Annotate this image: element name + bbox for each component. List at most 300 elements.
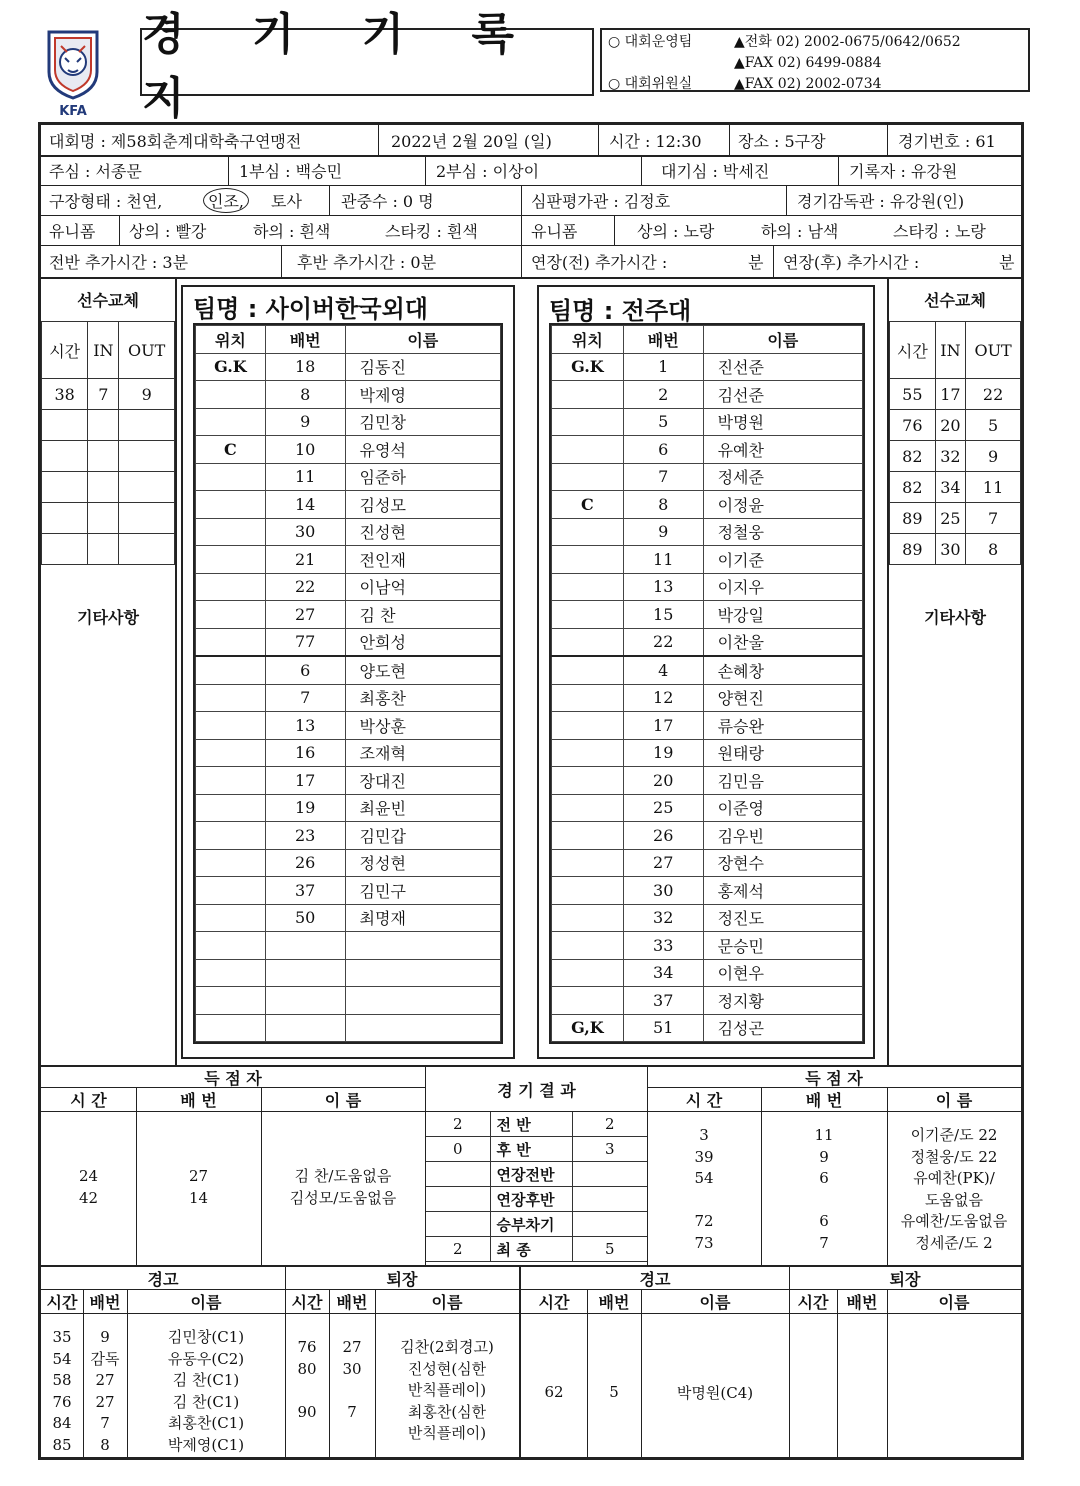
home-warnings-label: 경고 (147, 1269, 179, 1289)
player-row (196, 739, 501, 767)
player-number: 33 (623, 932, 703, 960)
away-sendoffs-label: 퇴장 (889, 1269, 921, 1289)
first-half-added-time: 전반 추가시간 : 3분 (49, 253, 189, 272)
home-uniform-label: 유니폼 (49, 221, 96, 241)
player-position (552, 518, 624, 546)
player-name: 장대진 (345, 767, 500, 795)
player-number: 20 (623, 767, 703, 795)
player-row (196, 712, 501, 740)
assistant-referee-2: 2부심 : 이상이 (436, 161, 540, 181)
player-name: 양현진 (703, 684, 862, 712)
player-row (196, 491, 501, 519)
player-row (196, 518, 501, 546)
player-name: 조재혁 (345, 739, 500, 767)
player-name: 정세준 (703, 463, 862, 491)
player-name: 정지황 (703, 987, 862, 1015)
player-name: 류승완 (703, 712, 862, 740)
player-position (196, 491, 266, 519)
player-position (552, 656, 624, 684)
logo-text: KFA (59, 104, 87, 119)
player-number: 10 (265, 436, 345, 464)
home-uniform-socks: 스타킹 : 흰색 (385, 221, 478, 241)
player-row (552, 739, 863, 767)
player-position (552, 463, 624, 491)
away-warning-name: 박명원(C4) (676, 1383, 754, 1402)
player-name: 박제영 (345, 381, 500, 409)
player-row (552, 463, 863, 491)
col-name: 이 름 (324, 1091, 362, 1110)
player-number: 6 (623, 436, 703, 464)
player-number: 6 (265, 656, 345, 684)
player-number: 37 (265, 877, 345, 905)
col-in: IN (88, 322, 119, 379)
result-home: 2 (426, 1237, 490, 1262)
player-number: 1 (623, 353, 703, 381)
col-number: 배번 (336, 1293, 368, 1312)
result-row (426, 1162, 647, 1187)
away-scorer-times: 3 39 54 72 73 (694, 1126, 714, 1252)
player-row (196, 987, 501, 1015)
player-name: 최홍찬 (345, 684, 500, 712)
result-label: 전 반 (490, 1112, 572, 1137)
player-number: 16 (265, 739, 345, 767)
player-position (552, 436, 624, 464)
player-name (345, 959, 500, 987)
away-uniform-top: 상의 : 노랑 (637, 221, 715, 241)
record-sheet (38, 122, 1024, 1460)
player-number: 15 (623, 601, 703, 629)
player-number (265, 1014, 345, 1042)
player-name: 유예찬 (703, 436, 862, 464)
player-position (552, 767, 624, 795)
player-name: 유영석 (345, 436, 500, 464)
player-position (196, 877, 266, 905)
player-row (552, 712, 863, 740)
away-subs-label: 선수교체 (924, 290, 986, 310)
player-number: 37 (623, 987, 703, 1015)
player-position: C (196, 436, 266, 464)
player-row (552, 628, 863, 656)
home-roster-table (195, 325, 501, 1042)
player-row (196, 381, 501, 409)
player-row (196, 1014, 501, 1042)
player-position (552, 712, 624, 740)
home-scorer-times: 24 42 (78, 1167, 99, 1207)
field-type-label: 구장형태 : 천연, (49, 191, 163, 211)
player-number: 7 (623, 463, 703, 491)
player-number: 30 (265, 518, 345, 546)
player-row (552, 408, 863, 436)
player-number: 13 (265, 712, 345, 740)
result-away (572, 1162, 647, 1187)
table-row: 89 30 8 (890, 534, 1021, 565)
col-number: 배 번 (805, 1091, 843, 1110)
player-number: 21 (265, 546, 345, 574)
col-time: 시간 (797, 1293, 829, 1312)
player-name: 최명재 (345, 904, 500, 932)
competition-name: 대회명 : 제58회춘계대학축구연맹전 (49, 131, 302, 151)
col-name: 이름 (431, 1293, 463, 1312)
home-scorer-names: 김 찬/도움없음 김성모/도움없음 (289, 1167, 397, 1207)
player-position: G.K (552, 353, 624, 381)
player-row (196, 436, 501, 464)
result-home: 0 (426, 1137, 490, 1162)
player-name: 최윤빈 (345, 794, 500, 822)
result-home: 2 (426, 1112, 490, 1137)
col-time: 시간 (46, 1293, 78, 1312)
player-name: 김민갑 (345, 822, 500, 850)
player-number: 34 (623, 959, 703, 987)
recorder: 기록자 : 유강원 (849, 161, 958, 181)
col-time: 시간 (538, 1293, 570, 1312)
result-label: 연장후반 (490, 1187, 572, 1212)
player-row (552, 794, 863, 822)
away-warning-number: 5 (609, 1383, 619, 1401)
player-position (552, 904, 624, 932)
player-position (196, 822, 266, 850)
player-number: 17 (623, 712, 703, 740)
result-away (572, 1212, 647, 1237)
kickoff-time: 시간 : 12:30 (609, 131, 702, 151)
player-name: 문승민 (703, 932, 862, 960)
player-name: 이준영 (703, 794, 862, 822)
away-warning-time: 62 (544, 1383, 564, 1401)
player-number: 11 (623, 546, 703, 574)
player-position (552, 739, 624, 767)
player-position (196, 628, 266, 656)
player-name: 김민구 (345, 877, 500, 905)
player-row (196, 546, 501, 574)
player-number: 4 (623, 656, 703, 684)
player-number: 19 (265, 794, 345, 822)
result-label: 후 반 (490, 1137, 572, 1162)
contact-box (600, 28, 1030, 92)
home-sendoff-numbers: 27 30 7 (342, 1338, 362, 1421)
player-name: 김민음 (703, 767, 862, 795)
player-number: 19 (623, 739, 703, 767)
player-row (196, 904, 501, 932)
home-subs-label: 선수교체 (77, 290, 139, 310)
player-number: 51 (623, 1014, 703, 1042)
match-number: 경기번호 : 61 (898, 131, 996, 151)
player-position (196, 463, 266, 491)
away-scorer-numbers: 11 9 6 6 7 (814, 1126, 834, 1252)
col-time: 시간 (890, 322, 936, 379)
col-out: OUT (119, 322, 175, 379)
venue: 장소 : 5구장 (738, 131, 826, 151)
player-name: 이정윤 (703, 491, 862, 519)
player-position: G,K (552, 1014, 624, 1042)
player-name: 장현수 (703, 849, 862, 877)
extra-time-2-added: 연장(후) 추가시간 : (783, 253, 920, 272)
player-name: 정철웅 (703, 518, 862, 546)
extra-time-1-added: 연장(전) 추가시간 : (531, 253, 668, 272)
col-name: 이름 (190, 1293, 222, 1312)
player-position (196, 684, 266, 712)
player-number: 32 (623, 904, 703, 932)
player-row (196, 959, 501, 987)
player-number: 13 (623, 573, 703, 601)
col-number: 배번 (598, 1293, 630, 1312)
result-away: 5 (572, 1237, 647, 1262)
player-number (265, 932, 345, 960)
contact-row: ▲FAX 02) 6499-0884 (734, 55, 882, 71)
match-result-label: 경 기 결 과 (497, 1080, 576, 1100)
player-position (552, 822, 624, 850)
player-name: 이지우 (703, 573, 862, 601)
player-position (196, 794, 266, 822)
contact-row: ○ 대회위원실 ▲FAX 02) 2002-0734 (608, 76, 882, 92)
player-number: 25 (623, 794, 703, 822)
player-row (552, 684, 863, 712)
player-name: 홍제석 (703, 877, 862, 905)
field-type-selected: 인조, (203, 185, 249, 215)
player-position (552, 932, 624, 960)
second-half-added-time: 후반 추가시간 : 0분 (297, 253, 437, 272)
player-position (552, 408, 624, 436)
player-name: 박명원 (703, 408, 862, 436)
player-number (265, 959, 345, 987)
result-home (426, 1187, 490, 1212)
player-name: 안희성 (345, 628, 500, 656)
player-row (196, 684, 501, 712)
player-name: 이기준 (703, 546, 862, 574)
match-result-table (426, 1112, 647, 1262)
player-number: 9 (265, 408, 345, 436)
player-row (196, 822, 501, 850)
player-row (552, 518, 863, 546)
player-name: 김선준 (703, 381, 862, 409)
home-warning-names: 김민창(C1) 유동우(C2) 김 찬(C1) 김 찬(C1) 최홍찬(C1) 박제영(C1) (167, 1328, 245, 1454)
player-row (552, 1014, 863, 1042)
away-roster-table (551, 325, 863, 1042)
player-row (196, 767, 501, 795)
home-notes-label: 기타사항 (77, 607, 139, 627)
player-name: 김동진 (345, 353, 500, 381)
result-away: 3 (572, 1137, 647, 1162)
player-position (552, 959, 624, 987)
home-subs-table (41, 321, 175, 565)
player-position (196, 546, 266, 574)
player-position (552, 573, 624, 601)
player-number: 26 (265, 849, 345, 877)
result-label: 승부차기 (490, 1212, 572, 1237)
player-name: 박강일 (703, 601, 862, 629)
home-warning-numbers: 9 감독 27 27 7 8 (90, 1328, 120, 1454)
contact-row: ○ 대회운영팀 ▲전화 02) 2002-0675/0642/0652 (608, 34, 961, 50)
result-away (572, 1187, 647, 1212)
player-name: 박상훈 (345, 712, 500, 740)
player-number: 8 (265, 381, 345, 409)
home-uniform-bottom: 하의 : 흰색 (253, 221, 331, 241)
player-row (196, 601, 501, 629)
player-position (196, 601, 266, 629)
col-number: 배 번 (180, 1091, 217, 1110)
col-number: 배번 (265, 326, 345, 354)
player-row (196, 849, 501, 877)
away-scorer-names: 이기준/도 22 정철웅/도 22 유예찬(PK)/ 도움없음 유예찬/도움없음 정세준/도 2 (900, 1126, 1008, 1252)
result-row (426, 1237, 647, 1262)
player-name: 김 찬 (345, 601, 500, 629)
col-name: 이름 (345, 326, 500, 354)
player-row (552, 849, 863, 877)
player-number: 5 (623, 408, 703, 436)
player-position: C (552, 491, 624, 519)
table-row: 89 25 7 (890, 503, 1021, 534)
player-position (552, 877, 624, 905)
player-row (552, 877, 863, 905)
player-position (196, 712, 266, 740)
player-number: 30 (623, 877, 703, 905)
result-row (426, 1137, 647, 1162)
player-number: 12 (623, 684, 703, 712)
player-number (265, 987, 345, 1015)
player-position (552, 381, 624, 409)
home-scorer-numbers: 27 14 (188, 1167, 209, 1207)
player-position (196, 932, 266, 960)
extra-time-1-unit: 분 (748, 253, 764, 272)
player-name: 진성현 (345, 518, 500, 546)
col-time: 시간 (42, 322, 88, 379)
player-row (196, 573, 501, 601)
player-row (552, 656, 863, 684)
player-row (552, 353, 863, 381)
away-notes-label: 기타사항 (924, 607, 986, 627)
player-number: 23 (265, 822, 345, 850)
field-type-other: 토사 (271, 191, 302, 211)
match-date: 2022년 2월 20일 (일) (391, 131, 552, 151)
result-row (426, 1112, 647, 1137)
away-roster (537, 285, 875, 1059)
player-position: G.K (196, 353, 266, 381)
player-row (196, 656, 501, 684)
result-home (426, 1162, 490, 1187)
col-time: 시 간 (70, 1091, 107, 1110)
player-row (552, 904, 863, 932)
player-number: 77 (265, 628, 345, 656)
player-position (196, 987, 266, 1015)
player-row (196, 353, 501, 381)
player-name (345, 987, 500, 1015)
player-name: 전인재 (345, 546, 500, 574)
player-row (196, 877, 501, 905)
table-row: 82 34 11 (890, 472, 1021, 503)
table-row: 55 17 22 (890, 379, 1021, 410)
player-row (196, 794, 501, 822)
player-position (196, 959, 266, 987)
fourth-official: 대기심 : 박세진 (661, 161, 770, 181)
result-home (426, 1212, 490, 1237)
result-row (426, 1187, 647, 1212)
player-position (196, 849, 266, 877)
player-number: 9 (623, 518, 703, 546)
result-label: 연장전반 (490, 1162, 572, 1187)
player-position (552, 794, 624, 822)
attendance: 관중수 : 0 명 (341, 191, 434, 211)
result-row (426, 1212, 647, 1237)
col-name: 이름 (699, 1293, 731, 1312)
col-number: 배번 (846, 1293, 878, 1312)
player-position (196, 656, 266, 684)
col-name: 이름 (938, 1293, 970, 1312)
player-row (552, 932, 863, 960)
col-number: 배번 (89, 1293, 121, 1312)
player-position (196, 904, 266, 932)
col-out: OUT (966, 322, 1021, 379)
player-name: 진선준 (703, 353, 862, 381)
player-number: 18 (265, 353, 345, 381)
extra-time-2-unit: 분 (999, 253, 1015, 272)
home-sendoff-times: 76 80 90 (297, 1338, 317, 1421)
player-position (552, 628, 624, 656)
player-number: 17 (265, 767, 345, 795)
player-position (552, 849, 624, 877)
player-row (196, 932, 501, 960)
away-team-name: 팀명 : 전주대 (549, 297, 692, 325)
referee: 주심 : 서종문 (49, 161, 142, 181)
col-number: 배번 (623, 326, 703, 354)
col-name: 이름 (703, 326, 862, 354)
away-uniform-socks: 스타킹 : 노랑 (893, 221, 986, 241)
player-number: 8 (623, 491, 703, 519)
page-title: 경 기 기 록 지 (140, 28, 594, 96)
col-in: IN (935, 322, 966, 379)
player-row (552, 573, 863, 601)
player-number: 22 (623, 628, 703, 656)
referee-assessor: 심판평가관 : 김정호 (531, 191, 671, 211)
player-number: 27 (265, 601, 345, 629)
home-warning-times: 35 54 58 76 84 85 (52, 1328, 72, 1454)
player-row (196, 628, 501, 656)
player-row (552, 601, 863, 629)
player-name: 이남억 (345, 573, 500, 601)
player-number: 50 (265, 904, 345, 932)
player-name (345, 932, 500, 960)
match-commissioner: 경기감독관 : 유강원(인) (797, 191, 965, 211)
away-scorers-label: 득 점 자 (805, 1068, 863, 1088)
player-number: 26 (623, 822, 703, 850)
col-position: 위치 (552, 326, 624, 354)
player-number: 27 (623, 849, 703, 877)
table-row: 76 20 5 (890, 410, 1021, 441)
player-position (196, 1014, 266, 1042)
player-position (196, 381, 266, 409)
player-position (552, 546, 624, 574)
away-warnings-label: 경고 (639, 1269, 671, 1289)
home-roster (181, 285, 515, 1059)
player-position (196, 573, 266, 601)
player-number: 11 (265, 463, 345, 491)
tiger-emblem-icon (45, 28, 101, 100)
player-number: 14 (265, 491, 345, 519)
home-team-name: 팀명 : 사이버한국외대 (193, 295, 428, 323)
player-row (552, 987, 863, 1015)
player-name: 이찬울 (703, 628, 862, 656)
kfa-logo (45, 28, 101, 119)
away-uniform-bottom: 하의 : 남색 (761, 221, 839, 241)
assistant-referee-1: 1부심 : 백승민 (239, 161, 343, 181)
player-name: 정진도 (703, 904, 862, 932)
player-name: 김우빈 (703, 822, 862, 850)
player-position (552, 987, 624, 1015)
player-number: 22 (265, 573, 345, 601)
player-row (552, 767, 863, 795)
col-position: 위치 (196, 326, 266, 354)
player-position (552, 601, 624, 629)
result-away: 2 (572, 1112, 647, 1137)
player-row (552, 491, 863, 519)
home-uniform-top: 상의 : 빨강 (129, 221, 207, 241)
